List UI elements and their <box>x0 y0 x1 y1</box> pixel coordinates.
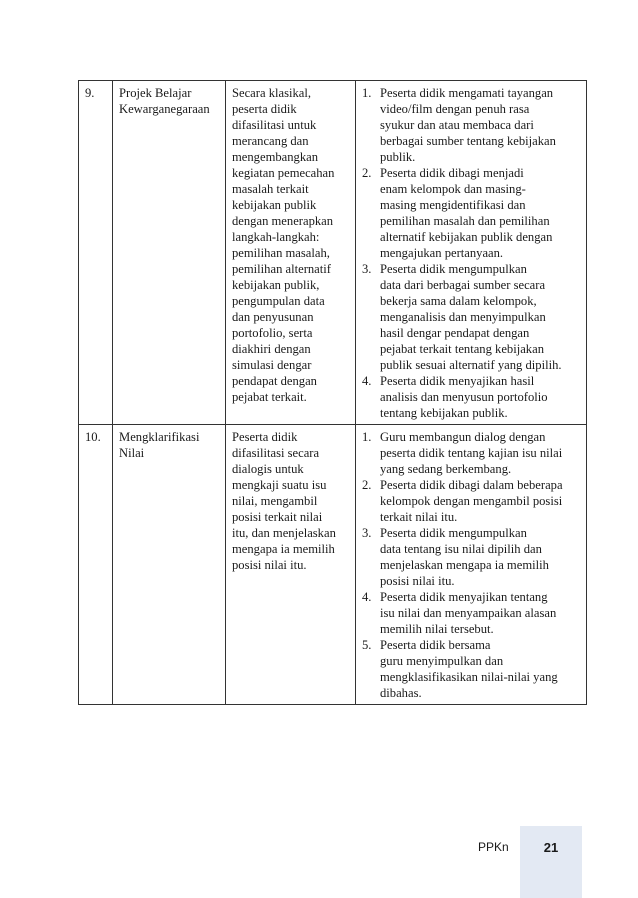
description-line: pemilihan alternatif <box>232 262 331 276</box>
step-text-line: Peserta didik bersama <box>380 638 491 652</box>
activity-description-cell <box>226 81 356 425</box>
activity-name-cell <box>113 425 226 705</box>
step-text-line: Peserta didik dibagi menjadi <box>380 166 524 180</box>
step-number: 1. <box>362 86 372 100</box>
description-line: mengapa ia memilih <box>232 542 335 556</box>
step-text-line: guru menyimpulkan dan <box>380 654 504 668</box>
table-row <box>79 81 587 425</box>
description-line: simulasi dengar <box>232 358 312 372</box>
row-number: 9. <box>79 81 113 425</box>
step-text-line: Peserta didik menyajikan tentang <box>380 590 548 604</box>
description-line: masalah terkait <box>232 182 309 196</box>
step-text-line: Peserta didik dibagi dalam beberapa <box>380 478 563 492</box>
step-text-line: publik sesuai alternatif yang dipilih. <box>380 358 562 372</box>
description-line: kegiatan pemecahan <box>232 166 335 180</box>
step-text-line: data dari berbagai sumber secara <box>380 278 546 292</box>
steps-list <box>362 429 580 701</box>
activity-name-line: Kewarganegaraan <box>119 102 210 116</box>
step-item <box>362 261 580 373</box>
step-text-line: terkait nilai itu. <box>380 510 458 524</box>
step-text-line: memilih nilai tersebut. <box>380 622 494 636</box>
step-number: 5. <box>362 638 372 652</box>
step-text-line: mengajukan pertanyaan. <box>380 246 504 260</box>
step-text-line: masing mengidentifikasi dan <box>380 198 526 212</box>
step-text-line: hasil dengar pendapat dengan <box>380 326 530 340</box>
description-line: dialogis untuk <box>232 462 304 476</box>
description-line: difasilitasi untuk <box>232 118 317 132</box>
step-text-line: Peserta didik mengumpulkan <box>380 262 527 276</box>
description-line: dan penyusunan <box>232 310 314 324</box>
step-text-line: peserta didik tentang kajian isu nilai <box>380 446 563 460</box>
step-item <box>362 429 580 477</box>
description-line: mengkaji suatu isu <box>232 478 327 492</box>
description-line: Secara klasikal, <box>232 86 312 100</box>
step-text-line: enam kelompok dan masing- <box>380 182 526 196</box>
step-item <box>362 165 580 261</box>
step-text-line: bekerja sama dalam kelompok, <box>380 294 537 308</box>
page-number: 21 <box>543 840 559 855</box>
description-line: langkah-langkah: <box>232 230 320 244</box>
step-text-line: publik. <box>380 150 416 164</box>
step-text-line: analisis dan menyusun portofolio <box>380 390 548 404</box>
step-item <box>362 637 580 701</box>
step-number: 3. <box>362 526 372 540</box>
step-number: 1. <box>362 430 372 444</box>
description-line: pejabat terkait. <box>232 390 307 404</box>
step-text-line: isu nilai dan menyampaikan alasan <box>380 606 557 620</box>
steps-cell <box>356 425 587 705</box>
step-item <box>362 85 580 165</box>
description-line: kebijakan publik, <box>232 278 320 292</box>
description-line: nilai, mengambil <box>232 494 318 508</box>
description-line: pengumpulan data <box>232 294 325 308</box>
step-text-line: menjelaskan mengapa ia memilih <box>380 558 549 572</box>
description-line: difasilitasi secara <box>232 446 320 460</box>
step-item <box>362 477 580 525</box>
step-text-line: mengklasifikasikan nilai-nilai yang <box>380 670 558 684</box>
table-body <box>79 81 587 705</box>
description-line: diakhiri dengan <box>232 342 311 356</box>
step-number: 4. <box>362 590 372 604</box>
step-number: 4. <box>362 374 372 388</box>
description-line: posisi nilai itu. <box>232 558 307 572</box>
table-row <box>79 425 587 705</box>
step-text-line: pejabat terkait tentang kebijakan <box>380 342 544 356</box>
steps-list <box>362 85 580 421</box>
description-line: peserta didik <box>232 102 297 116</box>
steps-cell <box>356 81 587 425</box>
description-line: posisi terkait nilai <box>232 510 323 524</box>
footer-subject-label: PPKn <box>478 840 509 854</box>
description-line: portofolio, serta <box>232 326 313 340</box>
step-text-line: Peserta didik mengamati tayangan <box>380 86 554 100</box>
description-line: pendapat dengan <box>232 374 317 388</box>
description-line: kebijakan publik <box>232 198 317 212</box>
step-text-line: menganalisis dan menyimpulkan <box>380 310 546 324</box>
description-line: merancang dan <box>232 134 309 148</box>
activity-name-line: Nilai <box>119 446 145 460</box>
description-line: itu, dan menjelaskan <box>232 526 336 540</box>
step-text-line: pemilihan masalah dan pemilihan <box>380 214 550 228</box>
step-item <box>362 373 580 421</box>
step-number: 2. <box>362 478 372 492</box>
description-line: mengembangkan <box>232 150 319 164</box>
step-text-line: dibahas. <box>380 686 422 700</box>
step-text-line: yang sedang berkembang. <box>380 462 512 476</box>
step-number: 3. <box>362 262 372 276</box>
step-item <box>362 525 580 589</box>
step-text-line: tentang kebijakan publik. <box>380 406 508 420</box>
description-line: Peserta didik <box>232 430 298 444</box>
step-text-line: posisi nilai itu. <box>380 574 455 588</box>
row-number: 10. <box>79 425 113 705</box>
step-text-line: Peserta didik mengumpulkan <box>380 526 527 540</box>
step-text-line: syukur dan atau membaca dari <box>380 118 534 132</box>
step-item <box>362 589 580 637</box>
step-text-line: kelompok dengan mengambil posisi <box>380 494 563 508</box>
activity-name-line: Projek Belajar <box>119 86 192 100</box>
page-number-tab <box>520 826 582 898</box>
step-text-line: data tentang isu nilai dipilih dan <box>380 542 542 556</box>
step-text-line: video/film dengan penuh rasa <box>380 102 530 116</box>
description-line: dengan menerapkan <box>232 214 334 228</box>
step-text-line: Guru membangun dialog dengan <box>380 430 546 444</box>
description-line: pemilihan masalah, <box>232 246 330 260</box>
step-text-line: alternatif kebijakan publik dengan <box>380 230 553 244</box>
step-number: 2. <box>362 166 372 180</box>
step-text-line: Peserta didik menyajikan hasil <box>380 374 535 388</box>
step-text-line: berbagai sumber tentang kebijakan <box>380 134 556 148</box>
activity-description-cell <box>226 425 356 705</box>
activity-name-cell <box>113 81 226 425</box>
activity-table <box>78 80 587 705</box>
activity-name-line: Mengklarifikasi <box>119 430 200 444</box>
